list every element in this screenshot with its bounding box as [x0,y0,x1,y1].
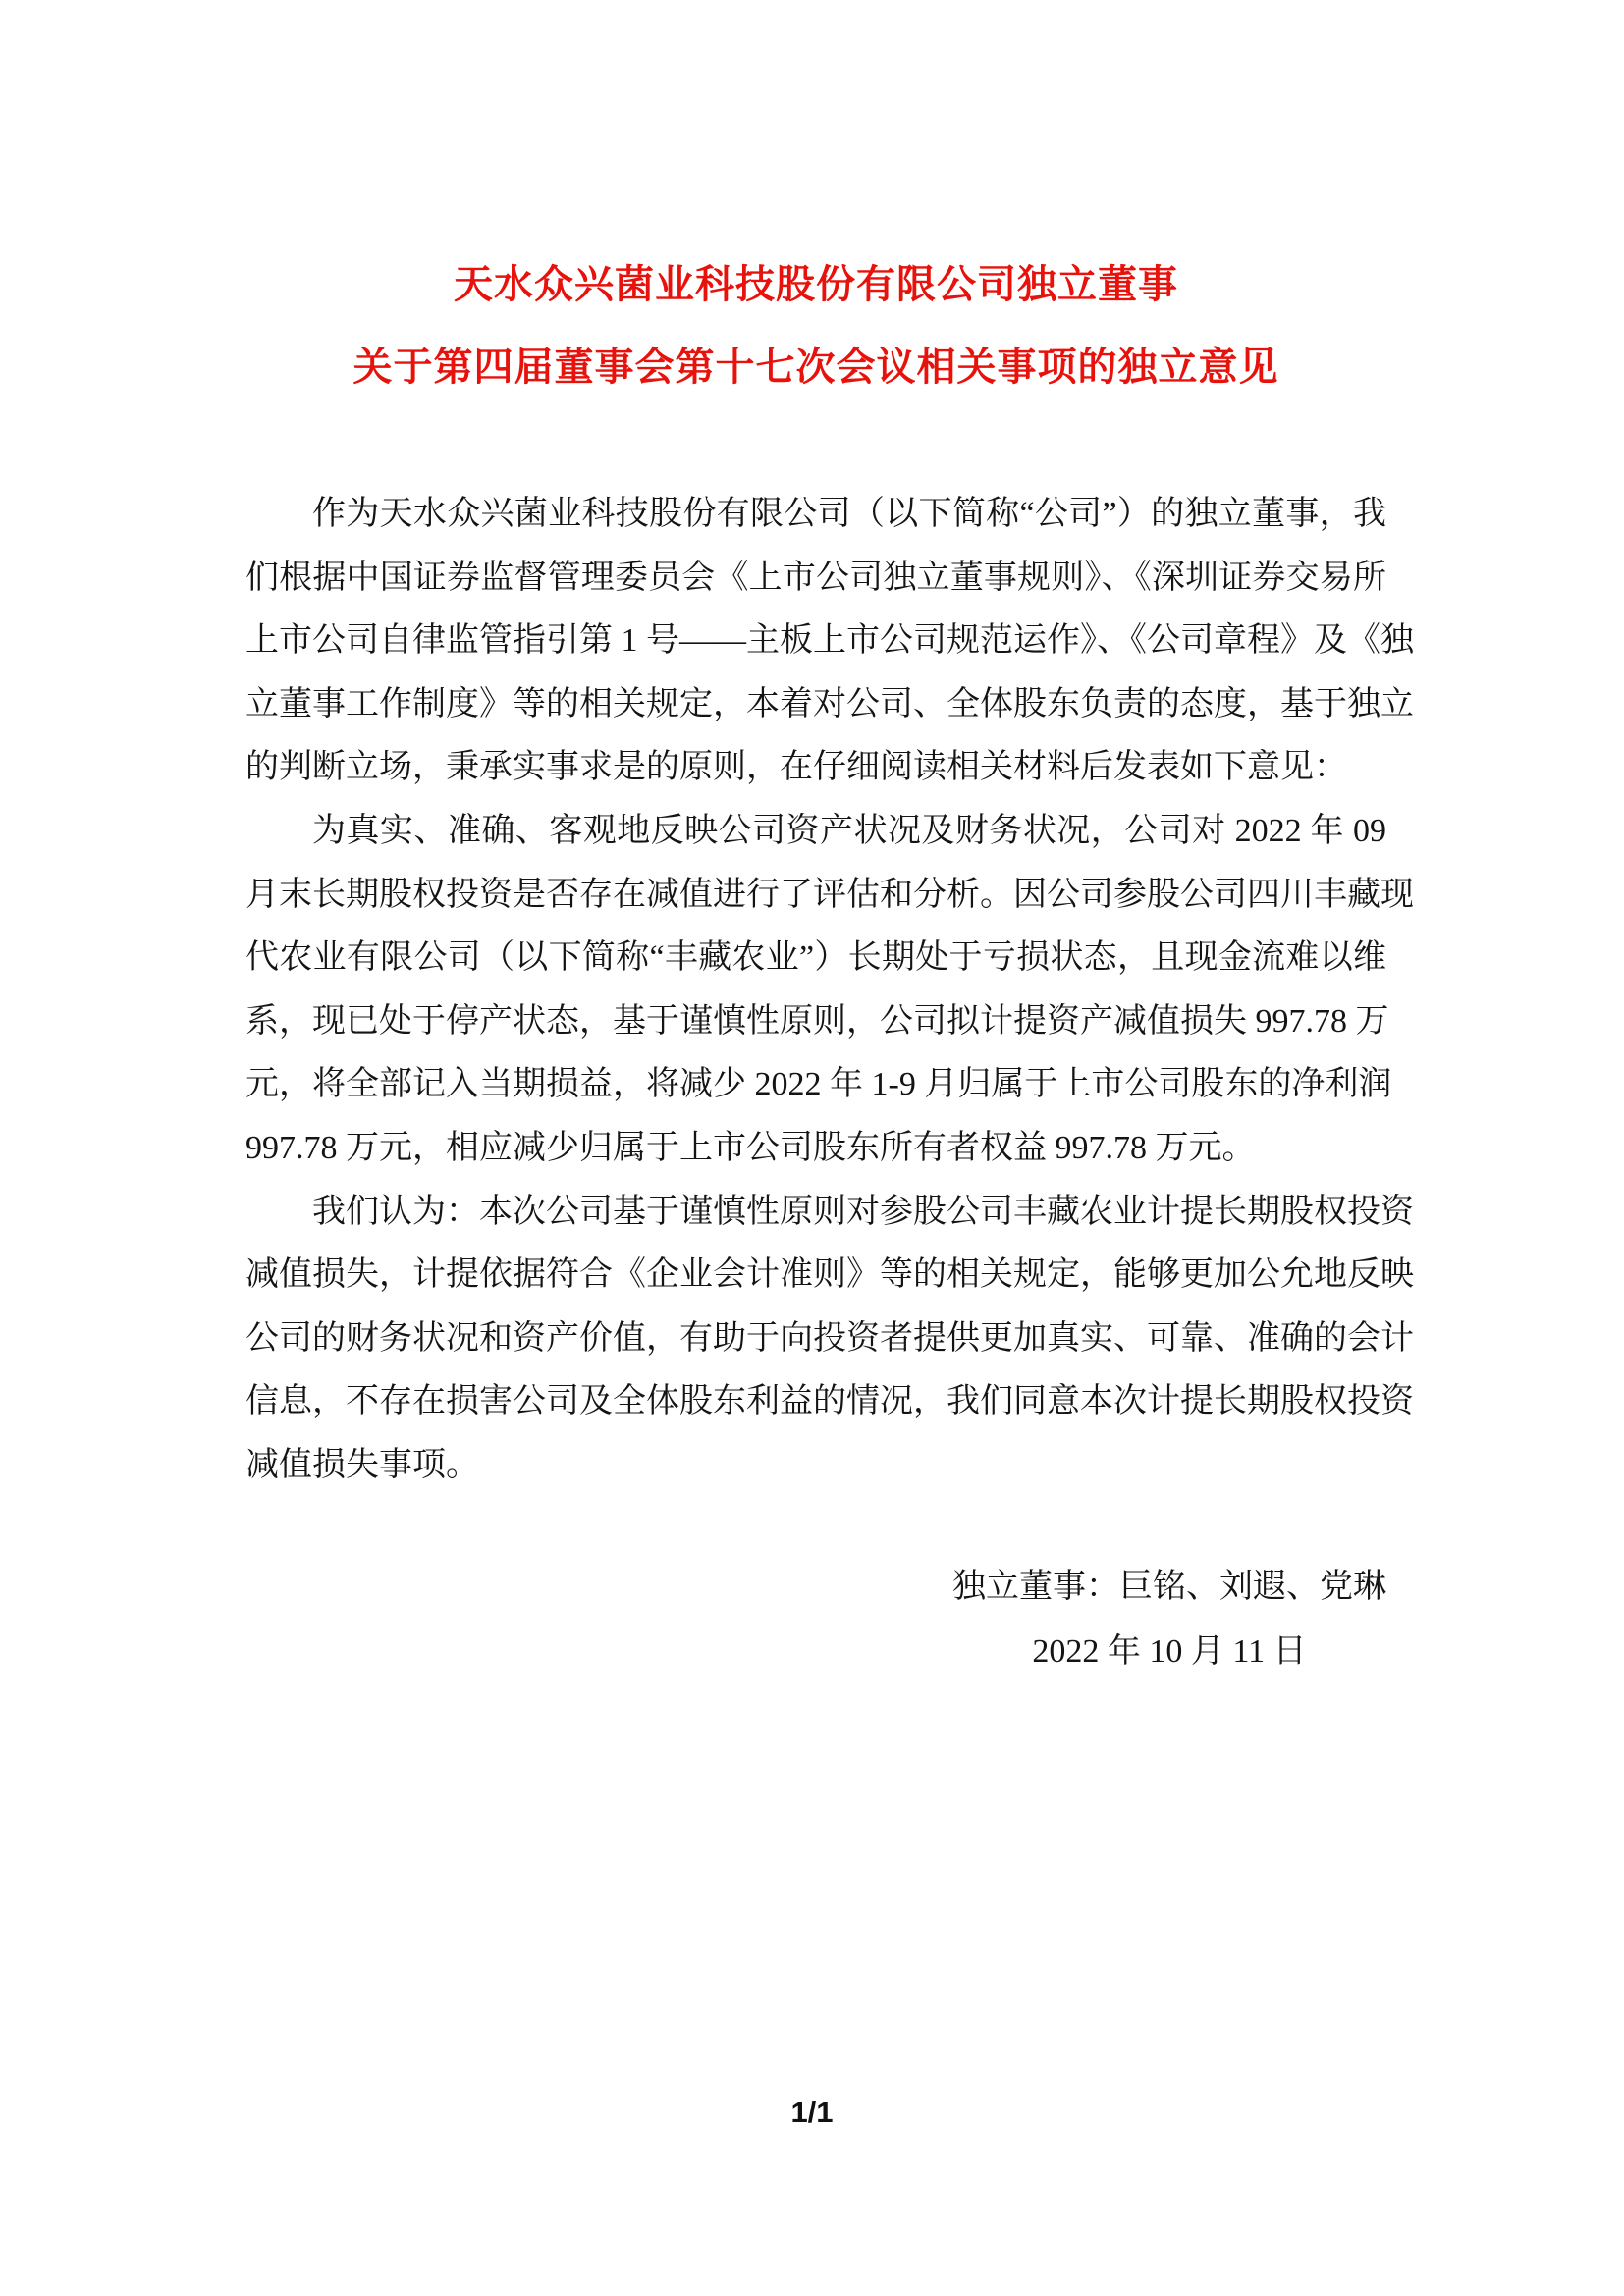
signature-block [245,1555,1386,1684]
body-line: 的判断立场，秉承实事求是的原则，在仔细阅读相关材料后发表如下意见： [245,749,1347,786]
document-title [245,243,1386,408]
body-line: 作为天水众兴菌业科技股份有限公司（以下简称“公司”）的独立董事，我 [312,496,1386,532]
body-line: 减值损失事项。 [245,1446,479,1483]
body-line: 公司的财务状况和资产价值，有助于向投资者提供更加真实、可靠、准确的会计 [245,1319,1414,1357]
document-title-line1: 天水众兴菌业科技股份有限公司独立董事 [454,263,1178,306]
body-line: 信息，不存在损害公司及全体股东利益的情况，我们同意本次计提长期股权投资 [245,1383,1414,1420]
document-title-line2: 关于第四届董事会第十七次会议相关事项的独立意见 [352,346,1279,389]
body-line: 们根据中国证券监督管理委员会《上市公司独立董事规则》、《深圳证券交易所 [245,559,1386,596]
signature-date: 2022 年 10 月 11 日 [1032,1633,1307,1670]
body-line: 我们认为：本次公司基于谨慎性原则对参股公司丰藏农业计提长期股权投资 [312,1193,1414,1230]
body-line: 上市公司自律监管指引第 1 号——主板上市公司规范运作》、《公司章程》及《独 [245,622,1414,660]
signature-inner [952,1555,1386,1684]
body-line: 减值损失，计提依据符合《企业会计准则》等的相关规定，能够更加公允地反映 [245,1256,1414,1294]
document-body [245,483,1414,1498]
body-line: 月末长期股权投资是否存在减值进行了评估和分析。因公司参股公司四川丰藏现 [245,876,1414,913]
body-line: 代农业有限公司（以下简称“丰藏农业”）长期处于亏损状态，且现金流难以维 [245,939,1386,977]
signature-signers: 独立董事：巨铭、刘遐、党琳 [952,1569,1386,1605]
body-line: 997.78 万元，相应减少归属于上市公司股东所有者权益 997.78 万元。 [245,1129,1256,1166]
body-line: 为真实、准确、客观地反映公司资产状况及财务状况，公司对 2022 年 09 [312,812,1386,849]
body-line: 系，现已处于停产状态，基于谨慎性原则，公司拟计提资产减值损失 997.78 万 [245,1002,1389,1040]
body-line: 立董事工作制度》等的相关规定，本着对公司、全体股东负责的态度，基于独立 [245,685,1414,722]
page-number: 1/1 [790,2095,834,2129]
body-line: 元，将全部记入当期损益，将减少 2022 年 1-9 月归属于上市公司股东的净利润 [245,1066,1392,1103]
